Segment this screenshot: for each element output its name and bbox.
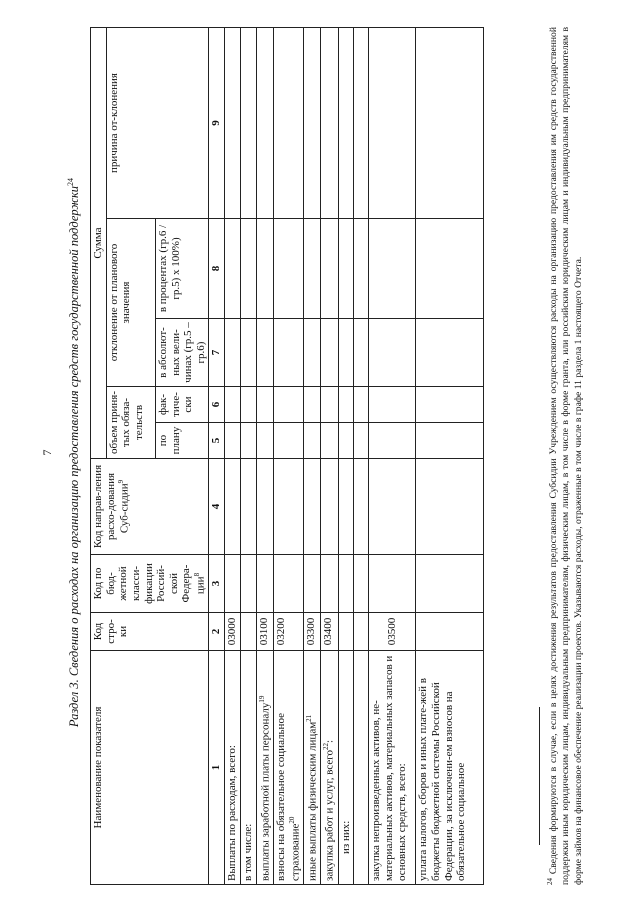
row-code: 03200 <box>274 613 304 651</box>
value-cell[interactable] <box>416 387 484 423</box>
value-cell[interactable] <box>241 387 257 423</box>
header-code: Код стро-ки <box>91 613 209 651</box>
value-cell[interactable] <box>354 555 369 613</box>
value-cell[interactable] <box>225 423 241 459</box>
header-reason: причина от-клонения <box>106 28 209 219</box>
row-name-text: уплата налогов, сборов и иных плате-жей в бюджеты бюджетной системы Российской Федерации, за исключени-ем взносов на обязательное социальное <box>417 678 468 881</box>
row-name <box>304 651 321 885</box>
table-row <box>416 28 484 885</box>
value-cell[interactable] <box>304 219 321 319</box>
value-cell[interactable] <box>225 219 241 319</box>
value-cell[interactable] <box>321 387 338 423</box>
row-name-text: Выплаты по расходам, всего: <box>226 745 239 881</box>
row-code <box>354 613 369 651</box>
column-number: 8 <box>209 219 225 319</box>
value-cell[interactable] <box>241 555 257 613</box>
value-cell[interactable] <box>321 459 338 555</box>
table-row <box>304 28 321 885</box>
row-name-text: закупка работ и услуг, всего <box>323 749 336 881</box>
section-title-text: Раздел 3. Сведения о расходах на организацию предоставления средств государственной поддержки <box>67 185 82 728</box>
value-cell[interactable] <box>304 387 321 423</box>
header-obligations: объем приня-тых обяза-тельств <box>106 387 155 459</box>
table-row <box>241 28 257 885</box>
row-name <box>416 651 484 885</box>
footnote-ref: 24 <box>546 878 554 885</box>
value-cell[interactable] <box>241 319 257 387</box>
value-cell[interactable] <box>256 219 273 319</box>
header-budget-code-text: Код по бюд-жетной класси-фикации Россий-ской Федера-ции <box>92 563 207 604</box>
header-absolute: в абсолют-ных вели-чинах (гр.5 – гр.6) <box>155 319 209 387</box>
table-row <box>369 28 416 885</box>
value-cell[interactable] <box>416 219 484 319</box>
value-cell[interactable] <box>304 423 321 459</box>
value-cell[interactable] <box>338 555 354 613</box>
footnote-separator <box>539 707 540 845</box>
footnote-text: Сведения формируются в случае, если в целях достижения результатов предоставления Субсидии Учреждением осуществляются расходы на организацию предоставления им средств государственной поддержки иным юридическим лицам, индивидуальным предпринимателям, физическим лицам, в том числе в форме гранта, или российским юридическим лицам и индивидуальным предпринимателям в форме займов на финансовое обеспечение реализации проектов. Указываются расходы, отраженные в том числе в графе 11 раздела 1 настоящего Отчета. <box>548 27 584 885</box>
value-cell[interactable] <box>416 319 484 387</box>
value-cell[interactable] <box>225 459 241 555</box>
value-cell[interactable] <box>304 555 321 613</box>
value-cell[interactable] <box>321 555 338 613</box>
value-cell[interactable] <box>304 459 321 555</box>
value-cell[interactable] <box>416 459 484 555</box>
value-cell[interactable] <box>274 319 304 387</box>
value-cell[interactable] <box>354 28 369 219</box>
value-cell[interactable] <box>241 28 257 219</box>
value-cell[interactable] <box>338 423 354 459</box>
header-plan: по плану <box>155 423 209 459</box>
row-code <box>416 613 484 651</box>
value-cell[interactable] <box>256 423 273 459</box>
table-row <box>274 28 304 885</box>
expenses-table <box>90 27 484 885</box>
row-name <box>274 651 304 885</box>
column-number: 5 <box>209 423 225 459</box>
value-cell[interactable] <box>274 423 304 459</box>
column-number: 9 <box>209 28 225 219</box>
row-code: 03000 <box>225 613 241 651</box>
row-code <box>338 613 354 651</box>
value-cell[interactable] <box>354 387 369 423</box>
row-footnote-ref: 19 <box>257 695 266 703</box>
row-code: 03100 <box>256 613 273 651</box>
value-cell[interactable] <box>369 28 416 219</box>
row-name <box>369 651 416 885</box>
header-direction-code-ref: 9 <box>117 479 126 484</box>
value-cell[interactable] <box>354 423 369 459</box>
value-cell[interactable] <box>304 28 321 219</box>
value-cell[interactable] <box>338 319 354 387</box>
header-sum: Сумма <box>91 28 107 459</box>
header-direction-code <box>91 459 209 555</box>
value-cell[interactable] <box>225 387 241 423</box>
row-code: 03300 <box>304 613 321 651</box>
row-footnote-ref: 22 <box>322 742 331 750</box>
header-deviation: отклонение от планового значения <box>106 219 155 387</box>
value-cell[interactable] <box>416 423 484 459</box>
value-cell[interactable] <box>241 459 257 555</box>
value-cell[interactable] <box>274 459 304 555</box>
page-number: 7 <box>40 449 54 456</box>
value-cell[interactable] <box>338 459 354 555</box>
table-row <box>338 28 354 885</box>
row-code: 03400 <box>321 613 338 651</box>
header-name: Наименование показателя <box>91 651 209 885</box>
header-fact: фак-тиче-ски <box>155 387 209 423</box>
value-cell[interactable] <box>304 319 321 387</box>
title-footnote-ref: 24 <box>66 177 75 186</box>
header-direction-code-text: Код направ-ления расхо-дования Суб-сидии <box>92 464 131 549</box>
row-name-text: закупка непроизведенных активов, не-материальных активов, материальных запасов и основных средств, всего: <box>370 655 408 881</box>
value-cell[interactable] <box>274 387 304 423</box>
table-row <box>354 28 369 885</box>
value-cell[interactable] <box>321 219 338 319</box>
value-cell[interactable] <box>369 219 416 319</box>
value-cell[interactable] <box>416 28 484 219</box>
value-cell[interactable] <box>369 423 416 459</box>
row-name: закупка работ и услуг, всего$^{22}$: <box>321 651 338 885</box>
value-cell[interactable] <box>241 219 257 319</box>
value-cell[interactable] <box>321 28 338 219</box>
row-name-text: в том числе: <box>242 823 255 881</box>
row-name-text: выплаты заработной платы персоналу <box>259 702 272 881</box>
footnote <box>546 27 585 885</box>
row-name <box>338 651 354 885</box>
value-cell[interactable] <box>321 423 338 459</box>
value-cell[interactable] <box>256 459 273 555</box>
value-cell[interactable] <box>256 28 273 219</box>
value-cell[interactable] <box>225 555 241 613</box>
row-name-text: иные выплаты физическим лицам <box>306 721 319 881</box>
table-row <box>256 28 273 885</box>
row-name-text: из них: <box>339 820 352 854</box>
value-cell[interactable] <box>256 319 273 387</box>
column-number: 3 <box>209 555 225 613</box>
value-cell[interactable] <box>338 219 354 319</box>
table-row <box>321 28 338 885</box>
value-cell[interactable] <box>354 219 369 319</box>
value-cell[interactable] <box>354 319 369 387</box>
value-cell[interactable] <box>274 555 304 613</box>
row-footnote-ref: 20 <box>287 816 296 824</box>
value-cell[interactable] <box>369 459 416 555</box>
header-percent: в процентах (гр.6 / гр.5) х 100%) <box>155 219 209 319</box>
value-cell[interactable] <box>225 319 241 387</box>
value-cell[interactable] <box>256 387 273 423</box>
value-cell[interactable] <box>256 555 273 613</box>
row-name <box>241 651 257 885</box>
row-name <box>354 651 369 885</box>
value-cell[interactable] <box>369 555 416 613</box>
table-body <box>225 28 484 885</box>
value-cell[interactable] <box>369 319 416 387</box>
value-cell[interactable] <box>338 28 354 219</box>
value-cell[interactable] <box>241 423 257 459</box>
row-name-text: взносы на обязательное социальное страхование <box>275 713 302 881</box>
value-cell[interactable] <box>369 387 416 423</box>
value-cell[interactable] <box>274 219 304 319</box>
row-code: 03500 <box>369 613 416 651</box>
value-cell[interactable] <box>338 387 354 423</box>
value-cell[interactable] <box>416 555 484 613</box>
value-cell[interactable] <box>321 319 338 387</box>
header-budget-code <box>91 555 209 613</box>
column-number: 4 <box>209 459 225 555</box>
value-cell[interactable] <box>274 28 304 219</box>
column-number: 2 <box>209 613 225 651</box>
header-budget-code-ref: 8 <box>193 572 202 577</box>
value-cell[interactable] <box>354 459 369 555</box>
section-title <box>66 0 82 905</box>
row-name <box>256 651 273 885</box>
value-cell[interactable] <box>225 28 241 219</box>
column-number: 6 <box>209 387 225 423</box>
column-number: 7 <box>209 319 225 387</box>
row-code <box>241 613 257 651</box>
row-name <box>225 651 241 885</box>
table-row <box>225 28 241 885</box>
column-number: 1 <box>209 651 225 885</box>
row-footnote-ref: 21 <box>305 714 313 722</box>
